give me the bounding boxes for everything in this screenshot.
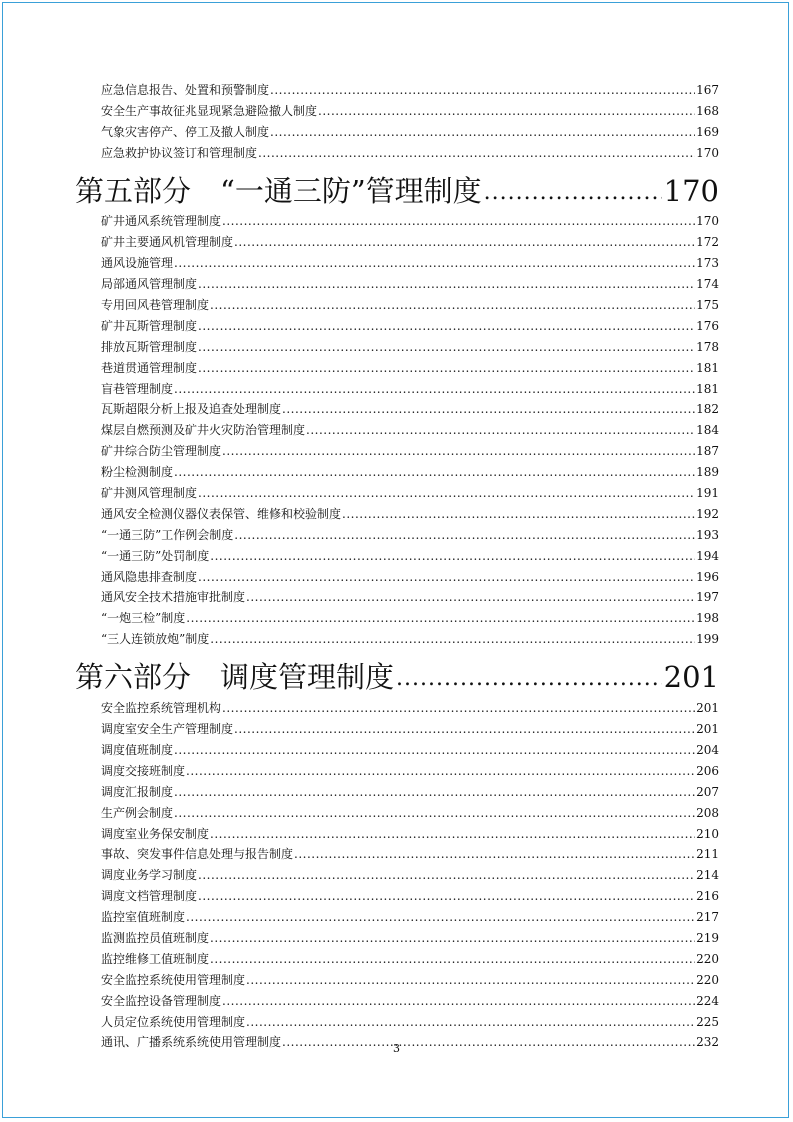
dot-leader — [294, 847, 695, 861]
toc-entry[interactable] — [101, 563, 719, 584]
toc-entry-title: 安全生产事故征兆显现紧急避险撤人制度 — [101, 103, 318, 118]
toc-entry-page: 216 — [696, 889, 719, 904]
toc-entry[interactable] — [101, 694, 719, 715]
dot-leader — [198, 319, 695, 333]
toc-entry-title: 生产例会制度 — [101, 805, 174, 820]
toc-entry-title: 专用回风巷管理制度 — [101, 298, 210, 313]
toc-entry-title: 煤层自燃预测及矿井火灾防治管理制度 — [101, 423, 306, 438]
toc-entry-page: 192 — [696, 506, 719, 521]
dot-leader — [174, 785, 695, 799]
toc-entry-page: 201 — [696, 701, 719, 716]
toc-entry-title: 局部通风管理制度 — [101, 277, 198, 292]
toc-entry-title: “一通三防”工作例会制度 — [101, 527, 234, 542]
dot-leader — [270, 83, 695, 97]
dot-leader — [234, 722, 695, 736]
dot-leader — [258, 146, 695, 160]
dot-leader — [198, 889, 695, 903]
toc-entry-title: 通风设施管理 — [101, 256, 174, 271]
toc-entry-title: 气象灾害停产、停工及撤人制度 — [101, 124, 270, 139]
toc-entry-page: 181 — [696, 381, 719, 396]
toc-entry-title: 调度业务学习制度 — [101, 868, 198, 883]
toc-entry[interactable] — [101, 396, 719, 417]
dot-leader — [198, 277, 695, 291]
dot-leader — [234, 235, 695, 249]
toc-entry-title: 巷道贯通管理制度 — [101, 360, 198, 375]
toc-entry[interactable] — [101, 458, 719, 479]
toc-entry[interactable] — [101, 736, 719, 757]
toc-entry[interactable] — [101, 228, 719, 249]
dot-leader — [198, 361, 695, 375]
toc-entry[interactable] — [101, 416, 719, 437]
toc-entry[interactable] — [101, 757, 719, 778]
dot-leader — [318, 104, 695, 118]
toc-entry[interactable] — [101, 966, 719, 987]
toc-entry[interactable] — [101, 903, 719, 924]
dot-leader — [186, 910, 695, 924]
dot-leader — [222, 701, 695, 715]
toc-entry-title: 通风隐患排查制度 — [101, 569, 198, 584]
toc-entry-page: 219 — [696, 930, 719, 945]
toc-entry[interactable] — [101, 521, 719, 542]
dot-leader — [210, 549, 695, 563]
toc-entry-page: 191 — [696, 486, 719, 501]
toc-entry-title: 监测监控员值班制度 — [101, 930, 210, 945]
toc-entry-page: 207 — [696, 784, 719, 799]
dot-leader — [484, 178, 662, 208]
dot-leader — [174, 256, 695, 270]
toc-entry[interactable] — [101, 479, 719, 500]
toc-entry-title: 应急信息报告、处置和预警制度 — [101, 82, 270, 97]
toc-entry-page: 211 — [696, 847, 719, 862]
toc-entry-title: 调度室安全生产管理制度 — [101, 722, 234, 737]
dot-leader — [210, 931, 695, 945]
section-title: 第六部分 调度管理制度 — [75, 660, 395, 695]
dot-leader — [396, 664, 662, 694]
toc-entry-title: 调度交接班制度 — [101, 763, 186, 778]
toc-entry[interactable] — [101, 924, 719, 945]
toc-entry-title: 矿井综合防尘管理制度 — [101, 444, 222, 459]
toc-entry-title: 通风安全技术措施审批制度 — [101, 590, 246, 605]
toc-entry-page: 187 — [696, 444, 719, 459]
toc-entry[interactable] — [101, 1008, 719, 1029]
toc-entry-page: 178 — [696, 339, 719, 354]
toc-entry-page: 220 — [696, 951, 719, 966]
dot-leader — [282, 402, 695, 416]
toc-entry-title: 盲巷管理制度 — [101, 381, 174, 396]
section-page: 170 — [663, 173, 719, 208]
toc-entry-page: 170 — [696, 145, 719, 160]
toc-entry-page: 182 — [696, 402, 719, 417]
toc-entry[interactable] — [101, 249, 719, 270]
toc-entry[interactable] — [101, 118, 719, 139]
toc-entry-title: 矿井主要通风机管理制度 — [101, 235, 234, 250]
toc-entry-title: 矿井测风管理制度 — [101, 486, 198, 501]
toc-entry-page: 225 — [696, 1014, 719, 1029]
toc-entry[interactable] — [101, 882, 719, 903]
toc-entry[interactable] — [101, 987, 719, 1008]
dot-leader — [234, 528, 695, 542]
toc-entry[interactable] — [101, 354, 719, 375]
toc-entry[interactable] — [101, 945, 719, 966]
toc-entry[interactable] — [101, 625, 719, 646]
toc-entry-title: 监控维修工值班制度 — [101, 951, 210, 966]
dot-leader — [174, 806, 695, 820]
dot-leader — [174, 743, 695, 757]
dot-leader — [246, 973, 695, 987]
dot-leader — [198, 340, 695, 354]
toc-entry-page: 176 — [696, 318, 719, 333]
dot-leader — [198, 868, 695, 882]
toc-entry-title: 调度文档管理制度 — [101, 889, 198, 904]
toc-entry-page: 217 — [696, 910, 719, 925]
dot-leader — [186, 764, 695, 778]
toc-entry-title: 粉尘检测制度 — [101, 465, 174, 480]
dot-leader — [174, 382, 695, 396]
toc-entry-page: 201 — [696, 722, 719, 737]
section-page: 201 — [663, 660, 719, 695]
toc-entry[interactable] — [101, 841, 719, 862]
toc-entry-title: 调度汇报制度 — [101, 784, 174, 799]
page-number: 3 — [393, 1042, 400, 1055]
toc-entry[interactable] — [101, 500, 719, 521]
dot-leader — [306, 423, 695, 437]
toc-entry-title: “三人连锁放炮”制度 — [101, 632, 210, 647]
toc-entry-title: 通讯、广播系统系统使用管理制度 — [101, 1035, 282, 1050]
dot-leader — [342, 507, 695, 521]
toc-entry[interactable] — [101, 542, 719, 563]
toc-entry-page: 194 — [696, 548, 719, 563]
toc-entry-page: 175 — [696, 298, 719, 313]
toc-entry-page: 167 — [696, 82, 719, 97]
toc-entry-title: 安全监控设备管理制度 — [101, 993, 222, 1008]
toc-entry[interactable] — [101, 437, 719, 458]
toc-entry-page: 174 — [696, 277, 719, 292]
dot-leader — [246, 590, 695, 604]
dot-leader — [270, 125, 695, 139]
toc-entry[interactable] — [101, 584, 719, 605]
dot-leader — [246, 1015, 695, 1029]
toc-entry-page: 210 — [696, 826, 719, 841]
toc-entry[interactable] — [101, 139, 719, 160]
toc-section-heading[interactable] — [75, 646, 719, 694]
toc-entry-title: 安全监控系统管理机构 — [101, 701, 222, 716]
toc-entry[interactable] — [101, 778, 719, 799]
toc-entry[interactable] — [101, 291, 719, 312]
toc-entry-page: 189 — [696, 465, 719, 480]
dot-leader — [210, 827, 695, 841]
toc-entry-page: 206 — [696, 763, 719, 778]
toc-entry-page: 172 — [696, 235, 719, 250]
toc-entry-page: 214 — [696, 868, 719, 883]
toc-entry[interactable] — [101, 375, 719, 396]
toc-entry-title: 事故、突发事件信息处理与报告制度 — [101, 847, 294, 862]
dot-leader — [222, 444, 695, 458]
toc-entry[interactable] — [101, 861, 719, 882]
toc-entry-page: 204 — [696, 742, 719, 757]
toc-entry-page: 173 — [696, 256, 719, 271]
toc-entry-page: 198 — [696, 611, 719, 626]
toc-entry[interactable] — [101, 333, 719, 354]
toc-entry-title: 通风安全检测仪器仪表保管、维修和校验制度 — [101, 506, 342, 521]
toc-entry-title: 矿井通风系统管理制度 — [101, 214, 222, 229]
table-of-contents — [0, 76, 793, 1049]
dot-leader — [210, 632, 695, 646]
toc-entry-title: 矿井瓦斯管理制度 — [101, 318, 198, 333]
toc-entry[interactable] — [101, 820, 719, 841]
toc-entry-title: “一通三防”处罚制度 — [101, 548, 210, 563]
toc-entry-page: 208 — [696, 805, 719, 820]
dot-leader — [198, 570, 695, 584]
dot-leader — [222, 214, 695, 228]
toc-entry-page: 197 — [696, 590, 719, 605]
toc-entry-page: 169 — [696, 124, 719, 139]
toc-entry[interactable] — [101, 208, 719, 229]
toc-entry-page: 224 — [696, 993, 719, 1008]
toc-entry-title: 瓦斯超限分析上报及追查处理制度 — [101, 402, 282, 417]
section-title: 第五部分 “一通三防”管理制度 — [75, 173, 482, 208]
toc-entry-page: 168 — [696, 103, 719, 118]
toc-entry[interactable] — [101, 312, 719, 333]
toc-entry-title: 调度值班制度 — [101, 742, 174, 757]
toc-entry-title: “一炮三检”制度 — [101, 611, 186, 626]
toc-entry[interactable] — [101, 715, 719, 736]
dot-leader — [198, 486, 695, 500]
dot-leader — [210, 298, 695, 312]
toc-entry-page: 220 — [696, 972, 719, 987]
toc-entry-page: 232 — [696, 1035, 719, 1050]
toc-entry-title: 应急救护协议签订和管理制度 — [101, 145, 258, 160]
toc-entry-page: 170 — [696, 214, 719, 229]
dot-leader — [210, 952, 695, 966]
dot-leader — [222, 994, 695, 1008]
toc-entry[interactable] — [101, 76, 719, 97]
toc-entry-page: 184 — [696, 423, 719, 438]
dot-leader — [186, 611, 695, 625]
toc-entry[interactable] — [101, 97, 719, 118]
toc-entry-page: 196 — [696, 569, 719, 584]
toc-section-heading[interactable] — [75, 160, 719, 208]
dot-leader — [174, 465, 695, 479]
toc-entry-page: 181 — [696, 360, 719, 375]
toc-entry-title: 调度室业务保安制度 — [101, 826, 210, 841]
toc-entry-title: 人员定位系统使用管理制度 — [101, 1014, 246, 1029]
toc-entry-title: 监控室值班制度 — [101, 910, 186, 925]
toc-entry-page: 193 — [696, 527, 719, 542]
toc-entry-page: 199 — [696, 632, 719, 647]
toc-entry[interactable] — [101, 799, 719, 820]
toc-entry-title: 排放瓦斯管理制度 — [101, 339, 198, 354]
toc-entry[interactable] — [101, 604, 719, 625]
toc-entry[interactable] — [101, 270, 719, 291]
toc-entry-title: 安全监控系统使用管理制度 — [101, 972, 246, 987]
